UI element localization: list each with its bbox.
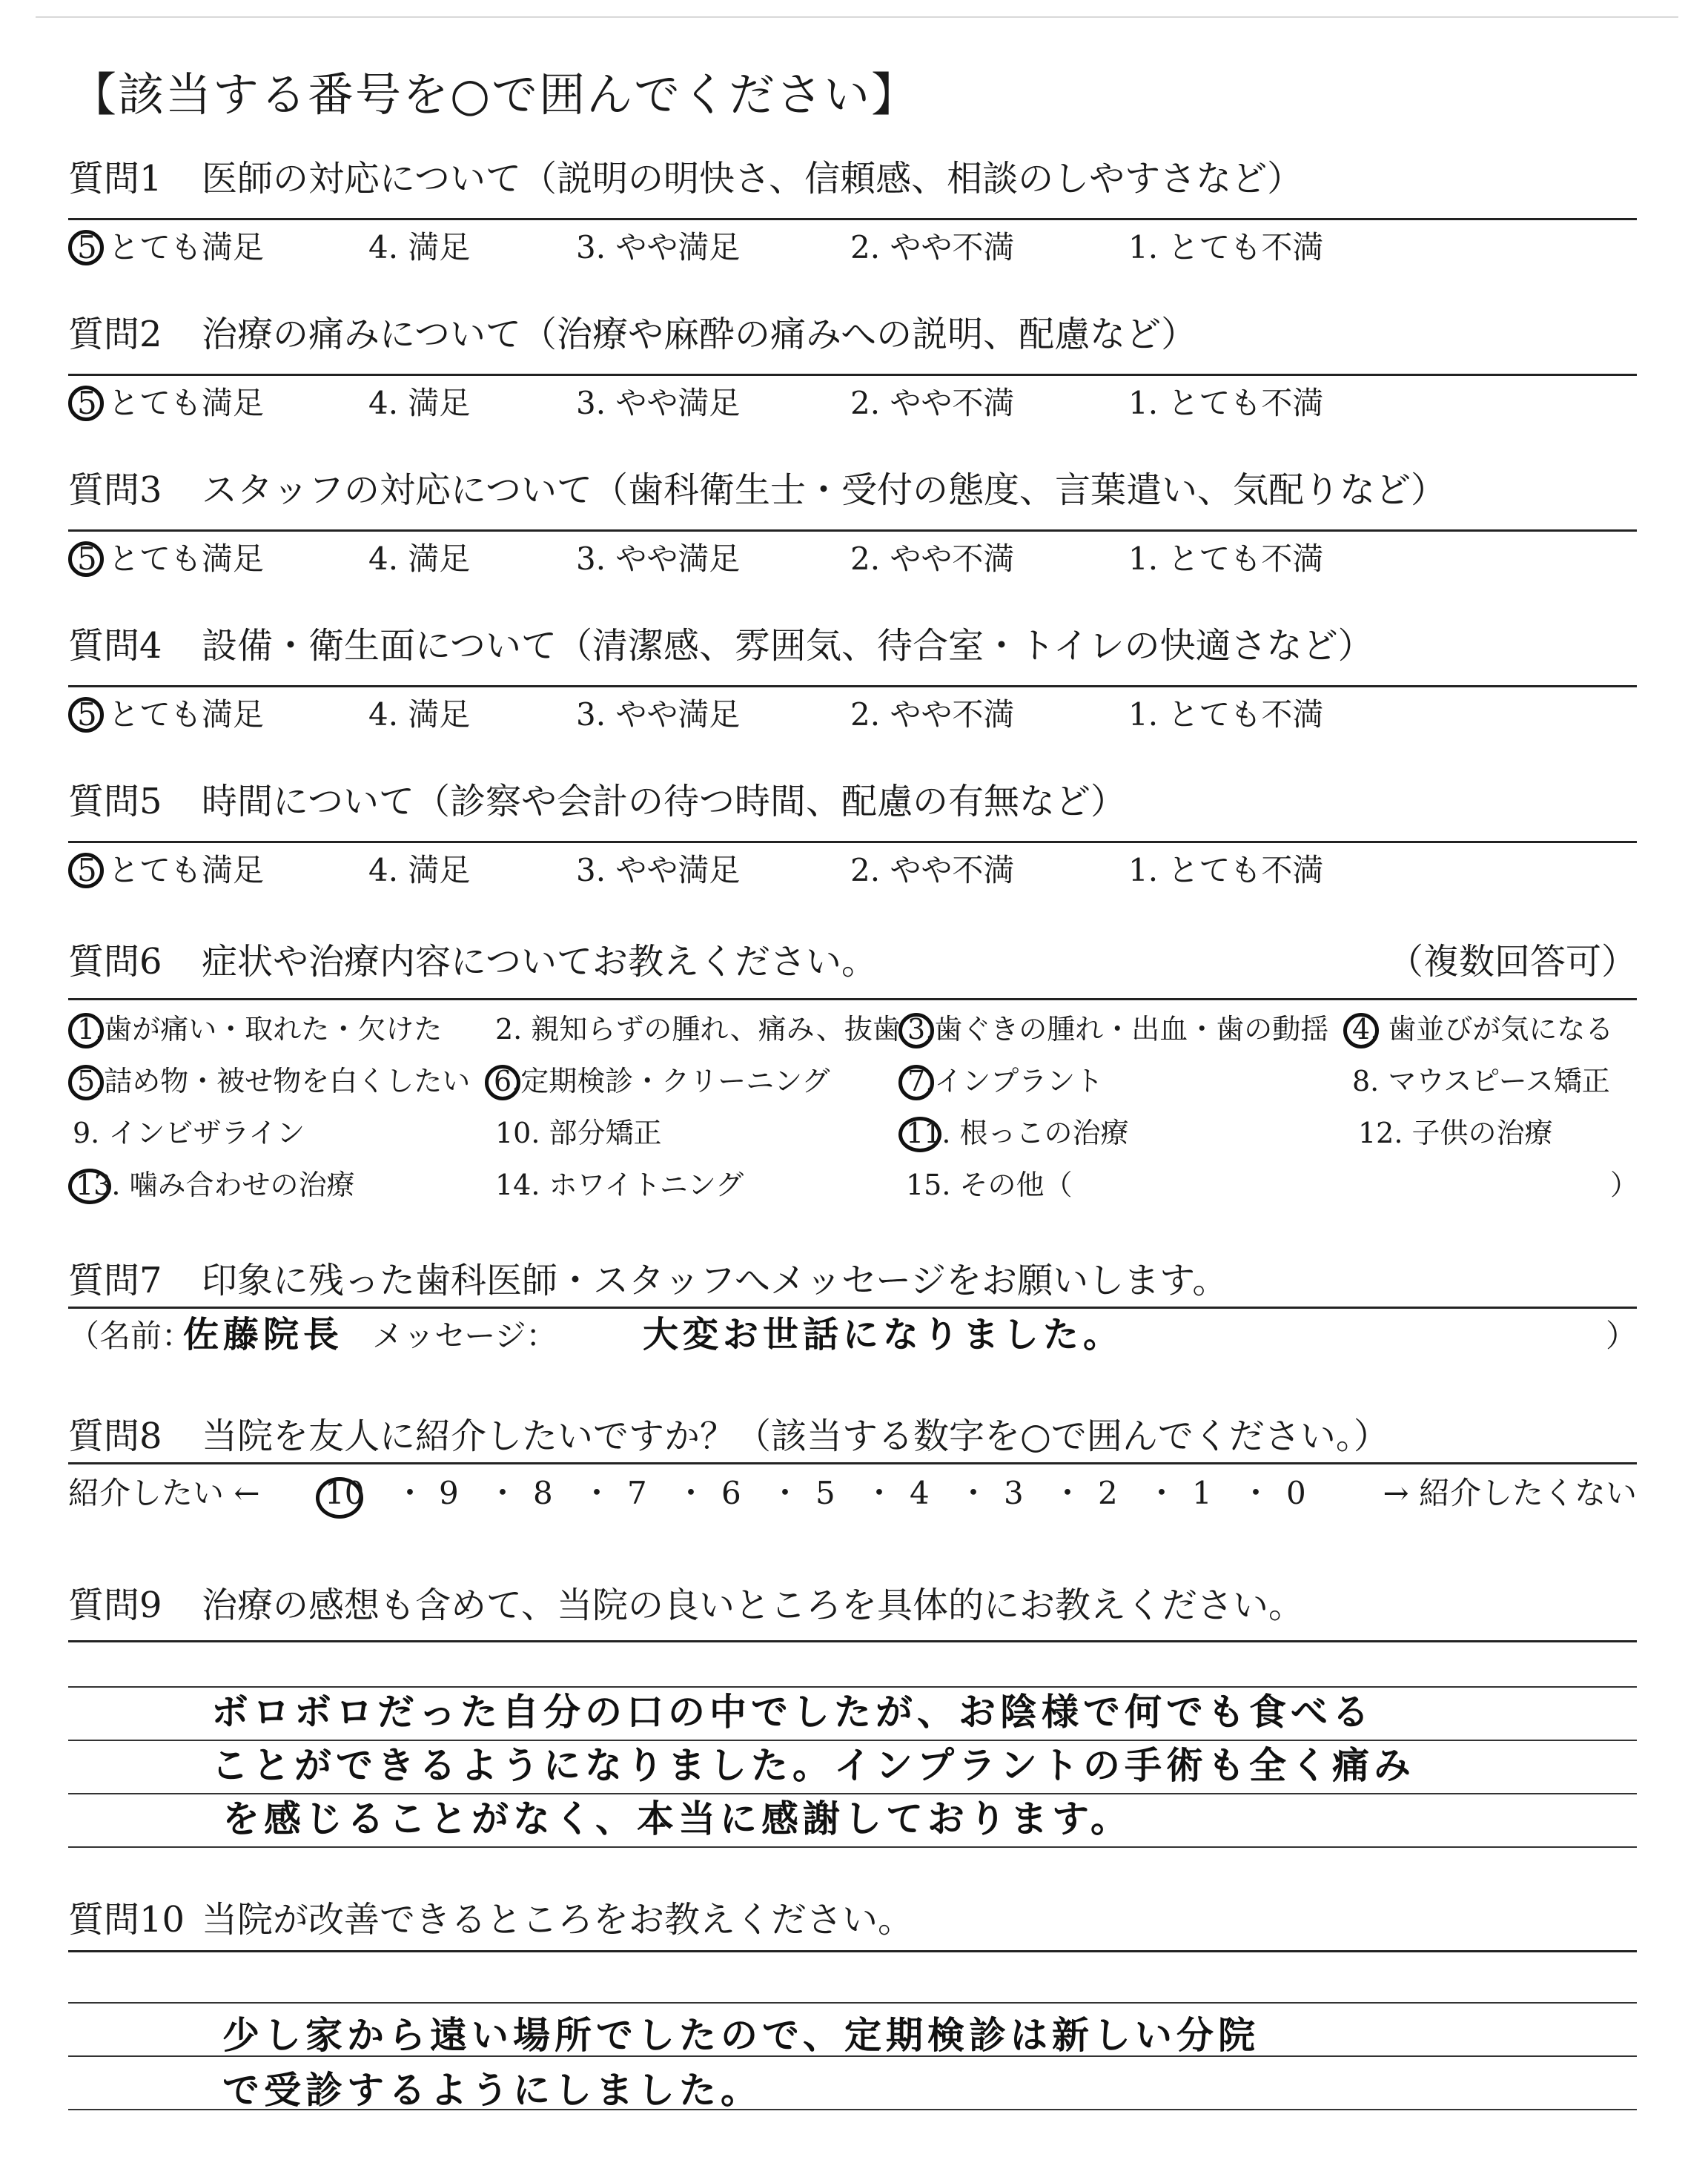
question-rule	[68, 841, 1637, 843]
rating-options	[68, 383, 1637, 424]
question-title: 質問9 治療の感想も含めて、当院の良いところを具体的にお教えください。	[68, 1585, 1305, 1626]
option-1[interactable]: 1. とても不満	[1128, 696, 1324, 733]
scale-left-label: 紹介したい ←	[68, 1475, 260, 1511]
question-title: 質問3 スタッフの対応について（歯科衛生士・受付の態度、言葉遣い、気配りなど）	[68, 469, 1447, 511]
instruction-heading: 【該当する番号を○で囲んでください】	[70, 67, 919, 122]
option-3[interactable]: 3. やや満足	[576, 229, 741, 265]
treatment-option-12[interactable]: 12. 子供の治療	[1358, 1117, 1553, 1149]
treatment-option-15[interactable]: 15. その他（	[906, 1169, 1073, 1201]
good-points-answer-line-3[interactable]: を感じることがなく、本当に感謝しております。	[222, 1797, 1132, 1840]
answer-line	[68, 1846, 1637, 1848]
question-title: 質問1 医師の対応について（説明の明快さ、信頼感、相談のしやすさなど）	[68, 158, 1303, 199]
treatment-option-2[interactable]: 2. 親知らずの腫れ、痛み、抜歯	[495, 1013, 901, 1046]
treatment-option-8[interactable]: 8. マウスピース矯正	[1352, 1065, 1610, 1097]
treatment-option-9[interactable]: 9. インビザライン	[73, 1117, 305, 1149]
question-title: 質問6 症状や治療内容についてお教えください。	[68, 941, 878, 982]
question-rule	[68, 1462, 1637, 1464]
option-5-number: 5	[77, 696, 97, 733]
question-title: 質問8 当院を友人に紹介したいですか？（該当する数字を○で囲んでください。）	[68, 1416, 1389, 1457]
option-3[interactable]: 3. やや満足	[576, 385, 741, 421]
answer-line	[68, 2002, 1637, 2004]
option-4[interactable]: 4. 満足	[368, 696, 471, 733]
question-rule	[68, 1307, 1637, 1309]
option-1[interactable]: 1. とても不満	[1128, 541, 1324, 577]
question-rule	[68, 1950, 1637, 1952]
multiple-answer-note: （複数回答可）	[1387, 941, 1637, 982]
message-label: メッセージ：	[372, 1318, 557, 1354]
option-5-number: 5	[77, 852, 97, 888]
recommend-scale: 紹介したい ← 10 ・ 9 ・ 8 ・ 7 ・ 6 ・ 5 ・ 4 ・ 3 ・ 2 ・ 1 ・ 0 → 紹介したくない	[68, 1471, 1637, 1516]
good-points-answer-line-1[interactable]: ボロボロだった自分の口の中でしたが、お陰様で何でも食べる	[211, 1691, 1374, 1734]
scale-value-8[interactable]: 8	[533, 1475, 553, 1511]
option-2[interactable]: 2. やや不満	[850, 696, 1015, 733]
treatment-option-4[interactable]: 4. 歯並びが気になる	[1352, 1013, 1614, 1046]
question-title: 質問7 印象に残った歯科医師・スタッフへメッセージをお願いします。	[68, 1260, 1228, 1301]
option-2[interactable]: 2. やや不満	[850, 385, 1015, 421]
option-3[interactable]: 3. やや満足	[576, 852, 741, 888]
question-title: 質問2 治療の痛みについて（治療や麻酔の痛みへの説明、配慮など）	[68, 314, 1197, 355]
question-title: 質問4 設備・衛生面について（清潔感、雰囲気、待合室・トイレの快適さなど）	[68, 625, 1374, 667]
option-1[interactable]: 1. とても不満	[1128, 852, 1324, 888]
treatment-option-13[interactable]: 13. 噛み合わせの治療	[76, 1169, 355, 1201]
scale-value-5[interactable]: 5	[815, 1475, 835, 1511]
question-rule	[68, 1640, 1637, 1642]
option-5[interactable]: とても満足	[108, 385, 265, 421]
question-rule	[68, 529, 1637, 532]
option-5[interactable]: とても満足	[108, 541, 265, 577]
name-label: （名前：	[68, 1318, 193, 1354]
name-field[interactable]: 佐藤院長	[183, 1314, 344, 1355]
question-rule	[68, 218, 1637, 220]
scale-value-9[interactable]: 9	[439, 1475, 459, 1511]
option-5[interactable]: とても満足	[108, 852, 265, 888]
scale-value-7[interactable]: 7	[627, 1475, 647, 1511]
good-points-answer-line-2[interactable]: ことができるようになりました。インプラントの手術も全く痛み	[211, 1744, 1415, 1787]
option-4[interactable]: 4. 満足	[368, 541, 471, 577]
message-field[interactable]: 大変お世話になりました。	[643, 1314, 1124, 1355]
rating-options	[68, 538, 1637, 580]
other-close-paren: ）	[1610, 1169, 1639, 1201]
option-2[interactable]: 2. やや不満	[850, 541, 1015, 577]
rating-options	[68, 850, 1637, 891]
scale-value-3[interactable]: 3	[1004, 1475, 1024, 1511]
scale-right-label: → 紹介したくない	[1383, 1475, 1637, 1511]
treatment-option-3[interactable]: 3.歯ぐきの腫れ・出血・歯の動揺	[907, 1013, 1329, 1046]
option-1[interactable]: 1. とても不満	[1128, 385, 1324, 421]
treatment-option-14[interactable]: 14. ホワイトニング	[495, 1169, 744, 1201]
option-1[interactable]: 1. とても不満	[1128, 229, 1324, 265]
scale-value-1[interactable]: 1	[1192, 1475, 1212, 1511]
option-4[interactable]: 4. 満足	[368, 229, 471, 265]
treatment-option-1[interactable]: 1.歯が痛い・取れた・欠けた	[77, 1013, 443, 1046]
option-5-number: 5	[77, 385, 97, 421]
question-title: 質問10 当院が改善できるところをお教えください。	[68, 1899, 914, 1941]
question-rule	[68, 374, 1637, 376]
message-close-paren: ）	[1605, 1318, 1637, 1354]
option-3[interactable]: 3. やや満足	[576, 696, 741, 733]
treatment-option-11[interactable]: 11. 根っこの治療	[906, 1117, 1129, 1149]
option-2[interactable]: 2. やや不満	[850, 852, 1015, 888]
question-title: 質問5 時間について（診察や会計の待つ時間、配慮の有無など）	[68, 781, 1127, 822]
option-5[interactable]: とても満足	[108, 229, 265, 265]
scale-value-4[interactable]: 4	[910, 1475, 930, 1511]
rating-options	[68, 694, 1637, 736]
improvement-answer-line-1[interactable]: 少し家から遠い場所でしたので、定期検診は新しい分院	[222, 2014, 1260, 2057]
scale-value-6[interactable]: 6	[721, 1475, 741, 1511]
question-rule	[68, 998, 1637, 1000]
option-4[interactable]: 4. 満足	[368, 852, 471, 888]
scale-value-0[interactable]: 0	[1286, 1475, 1306, 1511]
treatment-option-5[interactable]: 5.詰め物・被せ物を白くしたい	[77, 1065, 471, 1097]
rating-options	[68, 227, 1637, 268]
option-5-number: 5	[77, 541, 97, 577]
scale-value-10[interactable]: 10	[325, 1475, 365, 1511]
treatment-option-10[interactable]: 10. 部分矯正	[495, 1117, 662, 1149]
improvement-answer-line-2[interactable]: で受診するようにしました。	[222, 2069, 762, 2112]
option-5[interactable]: とても満足	[108, 696, 265, 733]
option-3[interactable]: 3. やや満足	[576, 541, 741, 577]
option-4[interactable]: 4. 満足	[368, 385, 471, 421]
treatment-option-7[interactable]: 7.インプラント	[907, 1065, 1104, 1097]
treatment-option-6[interactable]: 6.定期検診・クリーニング	[494, 1065, 830, 1097]
scale-value-2[interactable]: 2	[1098, 1475, 1118, 1511]
question-rule	[68, 685, 1637, 687]
option-5-number: 5	[77, 229, 97, 265]
option-2[interactable]: 2. やや不満	[850, 229, 1015, 265]
top-divider	[36, 16, 1678, 18]
